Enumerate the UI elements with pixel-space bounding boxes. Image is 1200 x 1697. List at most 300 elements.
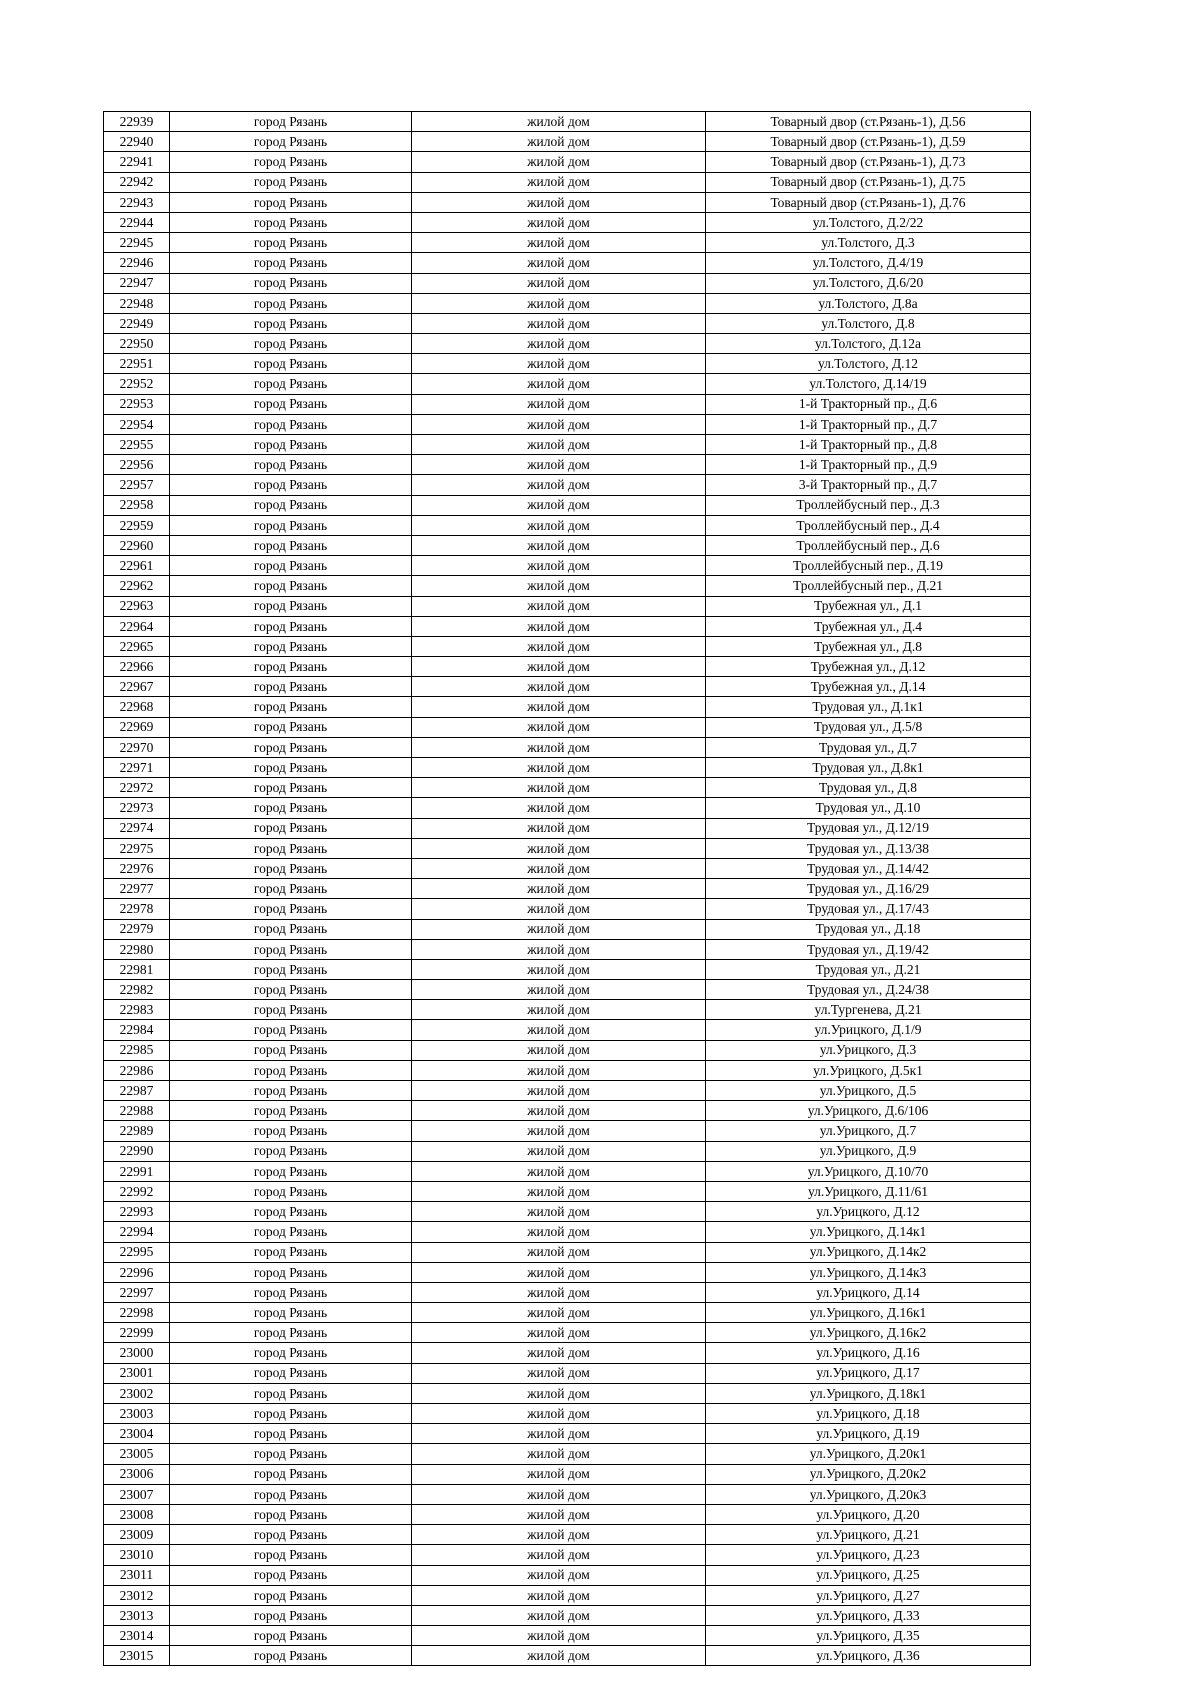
building-type-cell: жилой дом [412,818,706,838]
table-row [104,1383,1031,1403]
table-row [104,677,1031,697]
table-row [104,1545,1031,1565]
table-row [104,939,1031,959]
building-type-cell: жилой дом [412,132,706,152]
address-cell: ул.Толстого, Д.2/22 [706,212,1031,232]
building-type-cell: жилой дом [412,394,706,414]
address-cell: Трудовая ул., Д.5/8 [706,717,1031,737]
building-type-cell: жилой дом [412,435,706,455]
city-cell: город Рязань [170,374,412,394]
record-number-cell: 22999 [104,1323,170,1343]
table-row [104,1040,1031,1060]
record-number-cell: 22992 [104,1181,170,1201]
building-type-cell: жилой дом [412,717,706,737]
record-number-cell: 22981 [104,959,170,979]
address-cell: ул.Урицкого, Д.14к1 [706,1222,1031,1242]
address-cell: ул.Урицкого, Д.7 [706,1121,1031,1141]
record-number-cell: 23014 [104,1626,170,1646]
record-number-cell: 22975 [104,838,170,858]
building-type-cell: жилой дом [412,1444,706,1464]
table-row [104,475,1031,495]
table-row [104,313,1031,333]
table-row [104,1101,1031,1121]
building-type-cell: жилой дом [412,677,706,697]
building-type-cell: жилой дом [412,798,706,818]
record-number-cell: 22957 [104,475,170,495]
address-cell: 1-й Тракторный пр., Д.9 [706,455,1031,475]
address-cell: ул.Тургенева, Д.21 [706,1000,1031,1020]
record-number-cell: 23006 [104,1464,170,1484]
record-number-cell: 22953 [104,394,170,414]
table-row [104,1121,1031,1141]
table-row [104,1020,1031,1040]
address-cell: Трудовая ул., Д.24/38 [706,980,1031,1000]
record-number-cell: 22977 [104,879,170,899]
building-type-cell: жилой дом [412,1323,706,1343]
record-number-cell: 22940 [104,132,170,152]
record-number-cell: 22963 [104,596,170,616]
record-number-cell: 22990 [104,1141,170,1161]
city-cell: город Рязань [170,697,412,717]
table-row [104,556,1031,576]
address-cell: Троллейбусный пер., Д.21 [706,576,1031,596]
table-row [104,1242,1031,1262]
table-row [104,1181,1031,1201]
building-type-cell: жилой дом [412,778,706,798]
record-number-cell: 22986 [104,1060,170,1080]
address-cell: ул.Толстого, Д.6/20 [706,273,1031,293]
table-row [104,152,1031,172]
address-cell: 3-й Тракторный пр., Д.7 [706,475,1031,495]
address-cell: ул.Урицкого, Д.25 [706,1565,1031,1585]
building-type-cell: жилой дом [412,576,706,596]
building-type-cell: жилой дом [412,1101,706,1121]
city-cell: город Рязань [170,152,412,172]
record-number-cell: 22955 [104,435,170,455]
city-cell: город Рязань [170,172,412,192]
city-cell: город Рязань [170,1101,412,1121]
building-type-cell: жилой дом [412,495,706,515]
table-row [104,172,1031,192]
record-number-cell: 22950 [104,334,170,354]
building-type-cell: жилой дом [412,1040,706,1060]
building-type-cell: жилой дом [412,354,706,374]
city-cell: город Рязань [170,838,412,858]
address-cell: ул.Урицкого, Д.33 [706,1605,1031,1625]
address-cell: Троллейбусный пер., Д.3 [706,495,1031,515]
table-row [104,1363,1031,1383]
table-row [104,535,1031,555]
building-type-cell: жилой дом [412,1020,706,1040]
record-number-cell: 22961 [104,556,170,576]
city-cell: город Рязань [170,1343,412,1363]
building-type-cell: жилой дом [412,233,706,253]
building-type-cell: жилой дом [412,1525,706,1545]
building-type-cell: жилой дом [412,737,706,757]
city-cell: город Рязань [170,455,412,475]
address-cell: Товарный двор (ст.Рязань-1), Д.59 [706,132,1031,152]
address-cell: ул.Урицкого, Д.16 [706,1343,1031,1363]
record-number-cell: 22985 [104,1040,170,1060]
address-cell: ул.Урицкого, Д.20к1 [706,1444,1031,1464]
address-cell: Трубежная ул., Д.14 [706,677,1031,697]
record-number-cell: 22941 [104,152,170,172]
record-number-cell: 22976 [104,858,170,878]
building-type-cell: жилой дом [412,1282,706,1302]
city-cell: город Рязань [170,556,412,576]
table-row [104,253,1031,273]
table-row [104,1504,1031,1524]
address-cell: Трудовая ул., Д.12/19 [706,818,1031,838]
building-type-cell: жилой дом [412,697,706,717]
building-type-cell: жилой дом [412,515,706,535]
record-number-cell: 22987 [104,1081,170,1101]
record-number-cell: 23003 [104,1404,170,1424]
address-cell: Трудовая ул., Д.16/29 [706,879,1031,899]
building-type-cell: жилой дом [412,535,706,555]
city-cell: город Рязань [170,939,412,959]
address-cell: Троллейбусный пер., Д.19 [706,556,1031,576]
table-row [104,737,1031,757]
table-row [104,515,1031,535]
record-number-cell: 22980 [104,939,170,959]
building-type-cell: жилой дом [412,1626,706,1646]
address-cell: Товарный двор (ст.Рязань-1), Д.76 [706,192,1031,212]
table-row [104,354,1031,374]
building-type-cell: жилой дом [412,1081,706,1101]
record-number-cell: 22973 [104,798,170,818]
city-cell: город Рязань [170,253,412,273]
record-number-cell: 22970 [104,737,170,757]
record-number-cell: 22942 [104,172,170,192]
building-type-cell: жилой дом [412,1343,706,1363]
building-type-cell: жилой дом [412,1565,706,1585]
city-cell: город Рязань [170,1303,412,1323]
building-type-cell: жилой дом [412,1464,706,1484]
record-number-cell: 22997 [104,1282,170,1302]
record-number-cell: 22974 [104,818,170,838]
city-cell: город Рязань [170,495,412,515]
address-cell: 1-й Тракторный пр., Д.7 [706,414,1031,434]
city-cell: город Рязань [170,192,412,212]
address-cell: ул.Урицкого, Д.5к1 [706,1060,1031,1080]
city-cell: город Рязань [170,1565,412,1585]
city-cell: город Рязань [170,1585,412,1605]
address-cell: Трудовая ул., Д.19/42 [706,939,1031,959]
table-row [104,1081,1031,1101]
building-type-cell: жилой дом [412,556,706,576]
record-number-cell: 22998 [104,1303,170,1323]
table-row [104,293,1031,313]
address-cell: Товарный двор (ст.Рязань-1), Д.75 [706,172,1031,192]
building-type-cell: жилой дом [412,374,706,394]
city-cell: город Рязань [170,1646,412,1666]
table-row [104,132,1031,152]
building-type-cell: жилой дом [412,455,706,475]
address-cell: ул.Урицкого, Д.23 [706,1545,1031,1565]
record-number-cell: 22971 [104,758,170,778]
record-number-cell: 22958 [104,495,170,515]
table-row [104,778,1031,798]
table-row [104,192,1031,212]
city-cell: город Рязань [170,1020,412,1040]
table-row [104,1141,1031,1161]
table-row [104,980,1031,1000]
table-row [104,1565,1031,1585]
record-number-cell: 22947 [104,273,170,293]
building-type-cell: жилой дом [412,1161,706,1181]
building-type-cell: жилой дом [412,1242,706,1262]
city-cell: город Рязань [170,818,412,838]
table-row [104,374,1031,394]
record-number-cell: 22959 [104,515,170,535]
address-cell: Трудовая ул., Д.21 [706,959,1031,979]
record-number-cell: 22952 [104,374,170,394]
address-cell: Трудовая ул., Д.7 [706,737,1031,757]
city-cell: город Рязань [170,273,412,293]
city-cell: город Рязань [170,1161,412,1181]
table-row [104,717,1031,737]
city-cell: город Рязань [170,737,412,757]
address-cell: ул.Урицкого, Д.16к2 [706,1323,1031,1343]
record-number-cell: 23005 [104,1444,170,1464]
building-type-cell: жилой дом [412,1141,706,1161]
table-row [104,919,1031,939]
building-type-cell: жилой дом [412,1585,706,1605]
table-row [104,858,1031,878]
address-cell: Товарный двор (ст.Рязань-1), Д.73 [706,152,1031,172]
table-row [104,1464,1031,1484]
address-cell: Товарный двор (ст.Рязань-1), Д.56 [706,112,1031,132]
table-row [104,273,1031,293]
address-cell: ул.Урицкого, Д.18 [706,1404,1031,1424]
record-number-cell: 23013 [104,1605,170,1625]
table-row [104,798,1031,818]
building-type-cell: жилой дом [412,475,706,495]
address-cell: Трудовая ул., Д.17/43 [706,899,1031,919]
table-row [104,1000,1031,1020]
table-row [104,495,1031,515]
building-type-cell: жилой дом [412,919,706,939]
building-type-cell: жилой дом [412,980,706,1000]
city-cell: город Рязань [170,1626,412,1646]
building-type-cell: жилой дом [412,212,706,232]
building-type-cell: жилой дом [412,899,706,919]
address-cell: Троллейбусный пер., Д.4 [706,515,1031,535]
city-cell: город Рязань [170,1424,412,1444]
record-number-cell: 22983 [104,1000,170,1020]
city-cell: город Рязань [170,475,412,495]
building-type-cell: жилой дом [412,1121,706,1141]
address-cell: ул.Толстого, Д.8а [706,293,1031,313]
record-number-cell: 22969 [104,717,170,737]
city-cell: город Рязань [170,1181,412,1201]
city-cell: город Рязань [170,112,412,132]
table-row [104,616,1031,636]
record-number-cell: 22939 [104,112,170,132]
building-type-cell: жилой дом [412,1605,706,1625]
city-cell: город Рязань [170,758,412,778]
table-row [104,1303,1031,1323]
address-cell: ул.Толстого, Д.8 [706,313,1031,333]
city-cell: город Рязань [170,1323,412,1343]
address-table-body [104,112,1031,1666]
address-table [103,111,1031,1666]
record-number-cell: 22994 [104,1222,170,1242]
address-cell: ул.Урицкого, Д.12 [706,1202,1031,1222]
address-cell: Трубежная ул., Д.8 [706,636,1031,656]
city-cell: город Рязань [170,394,412,414]
city-cell: город Рязань [170,1222,412,1242]
building-type-cell: жилой дом [412,1363,706,1383]
address-cell: Трудовая ул., Д.14/42 [706,858,1031,878]
record-number-cell: 22967 [104,677,170,697]
record-number-cell: 23002 [104,1383,170,1403]
record-number-cell: 23009 [104,1525,170,1545]
city-cell: город Рязань [170,354,412,374]
address-cell: Трудовая ул., Д.18 [706,919,1031,939]
city-cell: город Рязань [170,1202,412,1222]
city-cell: город Рязань [170,1504,412,1524]
table-row [104,394,1031,414]
city-cell: город Рязань [170,1040,412,1060]
building-type-cell: жилой дом [412,1504,706,1524]
record-number-cell: 22945 [104,233,170,253]
building-type-cell: жилой дом [412,1646,706,1666]
address-cell: ул.Урицкого, Д.14к2 [706,1242,1031,1262]
address-cell: 1-й Тракторный пр., Д.8 [706,435,1031,455]
address-cell: ул.Толстого, Д.4/19 [706,253,1031,273]
city-cell: город Рязань [170,1525,412,1545]
city-cell: город Рязань [170,313,412,333]
table-row [104,576,1031,596]
city-cell: город Рязань [170,212,412,232]
city-cell: город Рязань [170,879,412,899]
building-type-cell: жилой дом [412,313,706,333]
table-row [104,1646,1031,1666]
city-cell: город Рязань [170,616,412,636]
city-cell: город Рязань [170,1282,412,1302]
record-number-cell: 22968 [104,697,170,717]
record-number-cell: 22988 [104,1101,170,1121]
table-row [104,455,1031,475]
record-number-cell: 22982 [104,980,170,1000]
city-cell: город Рязань [170,435,412,455]
building-type-cell: жилой дом [412,112,706,132]
city-cell: город Рязань [170,1545,412,1565]
table-row [104,1444,1031,1464]
building-type-cell: жилой дом [412,1404,706,1424]
building-type-cell: жилой дом [412,939,706,959]
table-row [104,1484,1031,1504]
address-cell: Трубежная ул., Д.12 [706,657,1031,677]
record-number-cell: 22946 [104,253,170,273]
building-type-cell: жилой дом [412,758,706,778]
record-number-cell: 22972 [104,778,170,798]
building-type-cell: жилой дом [412,1000,706,1020]
building-type-cell: жилой дом [412,152,706,172]
address-cell: Трудовая ул., Д.10 [706,798,1031,818]
record-number-cell: 22966 [104,657,170,677]
table-row [104,1424,1031,1444]
address-cell: Трудовая ул., Д.8к1 [706,758,1031,778]
city-cell: город Рязань [170,535,412,555]
address-cell: ул.Урицкого, Д.14к3 [706,1262,1031,1282]
city-cell: город Рязань [170,858,412,878]
city-cell: город Рязань [170,1363,412,1383]
city-cell: город Рязань [170,1242,412,1262]
city-cell: город Рязань [170,657,412,677]
table-row [104,818,1031,838]
record-number-cell: 22965 [104,636,170,656]
record-number-cell: 22949 [104,313,170,333]
city-cell: город Рязань [170,1484,412,1504]
building-type-cell: жилой дом [412,1222,706,1242]
table-row [104,414,1031,434]
record-number-cell: 22964 [104,616,170,636]
address-cell: ул.Урицкого, Д.16к1 [706,1303,1031,1323]
table-row [104,1323,1031,1343]
address-cell: ул.Урицкого, Д.20 [706,1504,1031,1524]
address-cell: ул.Урицкого, Д.5 [706,1081,1031,1101]
city-cell: город Рязань [170,1141,412,1161]
table-row [104,212,1031,232]
building-type-cell: жилой дом [412,293,706,313]
table-row [104,1262,1031,1282]
table-row [104,1282,1031,1302]
city-cell: город Рязань [170,132,412,152]
city-cell: город Рязань [170,1262,412,1282]
building-type-cell: жилой дом [412,636,706,656]
city-cell: город Рязань [170,293,412,313]
building-type-cell: жилой дом [412,1262,706,1282]
table-row [104,112,1031,132]
city-cell: город Рязань [170,414,412,434]
table-row [104,596,1031,616]
record-number-cell: 23001 [104,1363,170,1383]
table-row [104,879,1031,899]
address-cell: 1-й Тракторный пр., Д.6 [706,394,1031,414]
address-cell: ул.Урицкого, Д.9 [706,1141,1031,1161]
table-row [104,1222,1031,1242]
city-cell: город Рязань [170,1464,412,1484]
city-cell: город Рязань [170,677,412,697]
record-number-cell: 23010 [104,1545,170,1565]
table-row [104,1060,1031,1080]
address-cell: Трудовая ул., Д.13/38 [706,838,1031,858]
record-number-cell: 23008 [104,1504,170,1524]
city-cell: город Рязань [170,899,412,919]
city-cell: город Рязань [170,233,412,253]
record-number-cell: 22979 [104,919,170,939]
record-number-cell: 22993 [104,1202,170,1222]
record-number-cell: 22962 [104,576,170,596]
city-cell: город Рязань [170,717,412,737]
record-number-cell: 22978 [104,899,170,919]
address-cell: Трубежная ул., Д.1 [706,596,1031,616]
table-row [104,636,1031,656]
building-type-cell: жилой дом [412,1060,706,1080]
record-number-cell: 22996 [104,1262,170,1282]
record-number-cell: 23015 [104,1646,170,1666]
record-number-cell: 22984 [104,1020,170,1040]
city-cell: город Рязань [170,778,412,798]
city-cell: город Рязань [170,1444,412,1464]
address-cell: ул.Толстого, Д.12 [706,354,1031,374]
table-row [104,657,1031,677]
table-row [104,758,1031,778]
building-type-cell: жилой дом [412,172,706,192]
